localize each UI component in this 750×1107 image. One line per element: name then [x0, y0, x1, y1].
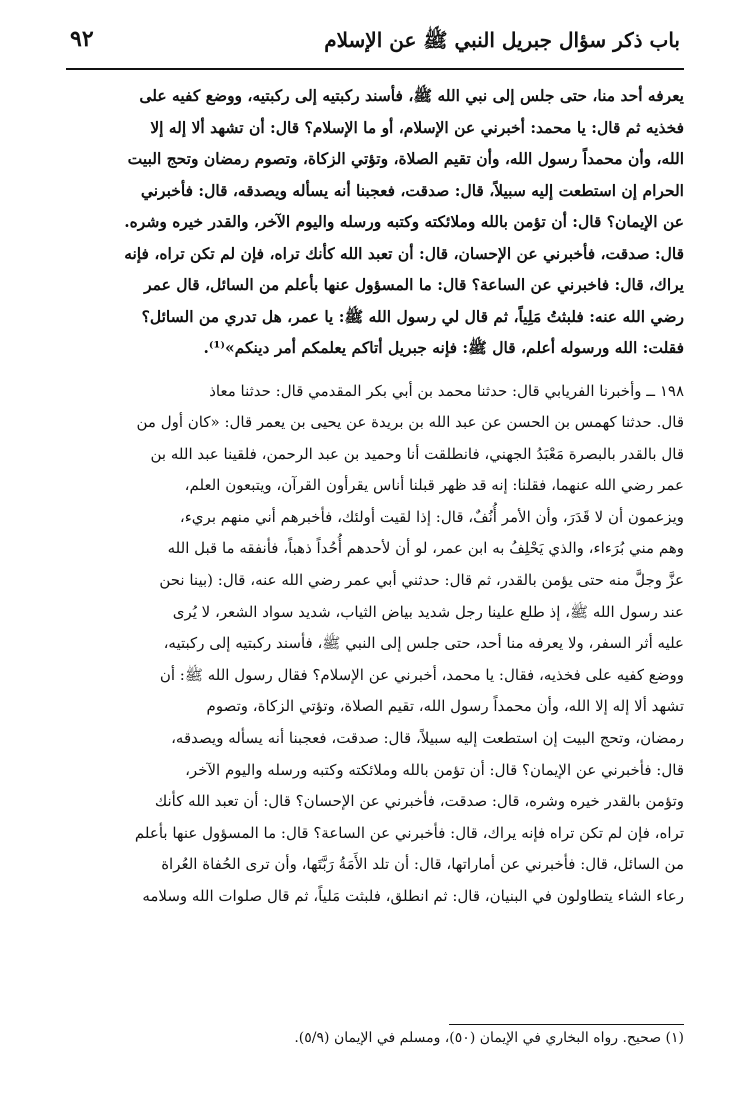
text-line: ووضع كفيه على فخذيه، فقال: يا محمد، أخبرني عن الإسلام؟ فقال رسول الله ﷺ: أن	[159, 665, 684, 684]
text-line: فخذيه ثم قال: يا محمد: أخبرني عن الإسلام، أو ما الإسلام؟ قال: أن تشهد ألا إله إلا	[150, 117, 684, 137]
text-line: ١٩٨ ــ وأخبرنا الفريابي قال: حدثنا محمد بن أبي بكر المقدمي قال: حدثنا معاذ	[209, 381, 684, 400]
text-line: عليه أثر السفر، ولا يعرفه منا أحد، حتى جلس إلى النبي ﷺ، فأسند ركبتيه إلى ركبتيه،	[163, 634, 684, 653]
text-line: قال: فأخبرني عن الإيمان؟ قال: أن تؤمن بالله وملائكته وكتبه ورسله واليوم الآخر،	[185, 760, 684, 779]
page-number: ٩٢	[70, 26, 94, 52]
text-line: تراه، فإن لم تكن تراه فإنه يراك، قال: فأخبرني عن الساعة؟ قال: ما المسؤول عنها بأعلم	[134, 823, 684, 842]
text-line: رضي الله عنه: فلبثتُ مَلِياً، ثم قال لي رسول الله ﷺ: يا عمر، هل تدري من السائل؟	[141, 306, 684, 326]
body-text	[66, 80, 684, 913]
chapter-title: باب ذكر سؤال جبريل النبي ﷺ عن الإسلام	[324, 28, 680, 52]
text-line: يراك، قال: فاخبرني عن الساعة؟ قال: ما المسؤول عنها بأعلم من السائل، قال عمر	[144, 275, 684, 294]
text-line: تشهد ألا إله إلا الله، وأن محمداً رسول الله، تقيم الصلاة، وتؤتي الزكاة، وتصوم	[206, 697, 684, 716]
footnote-divider	[449, 1024, 684, 1025]
text-line: فقلت: الله ورسوله أعلم، قال ﷺ: فإنه جبريل أتاكم يعلمكم أمر دينكم»⁽¹⁾.	[203, 338, 684, 357]
text-line: عند رسول الله ﷺ، إذ طلع علينا رجل شديد بياض الثياب، شديد سواد الشعر، لا يُرى	[172, 602, 684, 621]
text-line: قال: صدقت، فأخبرني عن الإحسان، قال: أن تعبد الله كأنك تراه، فإن لم تكن تراه، فإنه	[124, 243, 684, 263]
text-line: يعرفه أحد منا، حتى جلس إلى نبي الله ﷺ، فأسند ركبتيه إلى ركبتيه، ووضع كفيه على	[139, 86, 684, 105]
text-line: عن الإيمان؟ قال: أن تؤمن بالله وملائكته وكتبه ورسله واليوم الآخر، والقدر خيره وشره.	[124, 212, 684, 231]
text-line: ويزعمون أن لا قَدَرَ، وأن الأمر أُنُفٌ، قال: إذا لقيت أولئك، فأخبرهم أني منهم بريء،	[179, 507, 684, 526]
hadith-continuation	[66, 80, 684, 364]
text-line: من السائل، قال: فأخبرني عن أماراتها، قال: أن تلد الأَمَةُ رَبَّتَها، وأن ترى الحُفاة العُراة	[161, 855, 684, 874]
text-line: رمضان، وتحج البيت إن استطعت إليه سبيلاً، قال: صدقت، فعجبنا أنه يسأله ويصدقه،	[171, 729, 684, 748]
page-header	[66, 22, 684, 70]
text-line: رعاء الشاء يتطاولون في البنيان، قال: ثم انطلق، فلبثت مَلياً، ثم قال صلوات الله وسلامه	[142, 887, 684, 905]
text-line: قال. حدثنا كهمس بن الحسن عن عبد الله بن بريدة عن يحيى بن يعمر قال: «كان أول من	[136, 413, 684, 432]
footnote: (١) صحيح. رواه البخاري في الإيمان (٥٠)، ومسلم في الإيمان (٥/٩).	[294, 1030, 684, 1046]
text-line: عمر رضي الله عنهما، فقلنا: إنه قد ظهر قبلنا أناس يقرأون القرآن، ويتبعون العلم،	[184, 476, 684, 495]
text-line: الله، وأن محمداً رسول الله، وأن تقيم الصلاة، وتؤتي الزكاة، وتصوم رمضان وتحج البيت	[127, 149, 684, 168]
text-line: وتؤمن بالقدر خيره وشره، قال: صدقت، فأخبرني عن الإحسان؟ قال: أن تعبد الله كأنك	[154, 792, 684, 811]
text-line: قال بالقدر بالبصرة مَعْبَدُ الجهني، فانطلقت أنا وحميد بن عبد الرحمن، فلقينا عبد الله بن	[150, 444, 684, 463]
text-line: وهم مني بُرَءاء، والذي يَحْلِفُ به ابن عمر، لو أن لأحدهم أُحُداً ذهباً، فأنفقه ما قبل الله	[167, 539, 684, 558]
text-line: عزَّ وجلَّ منه حتى يؤمن بالقدر، ثم قال: حدثني أبي عمر رضي الله عنه، قال: (بينا نحن	[159, 571, 684, 590]
hadith-198	[66, 376, 684, 913]
text-line: الحرام إن استطعت إليه سبيلاً، قال: صدقت، فعجبنا أنه يسأله ويصدقه، قال: فأخبرني	[140, 180, 684, 200]
